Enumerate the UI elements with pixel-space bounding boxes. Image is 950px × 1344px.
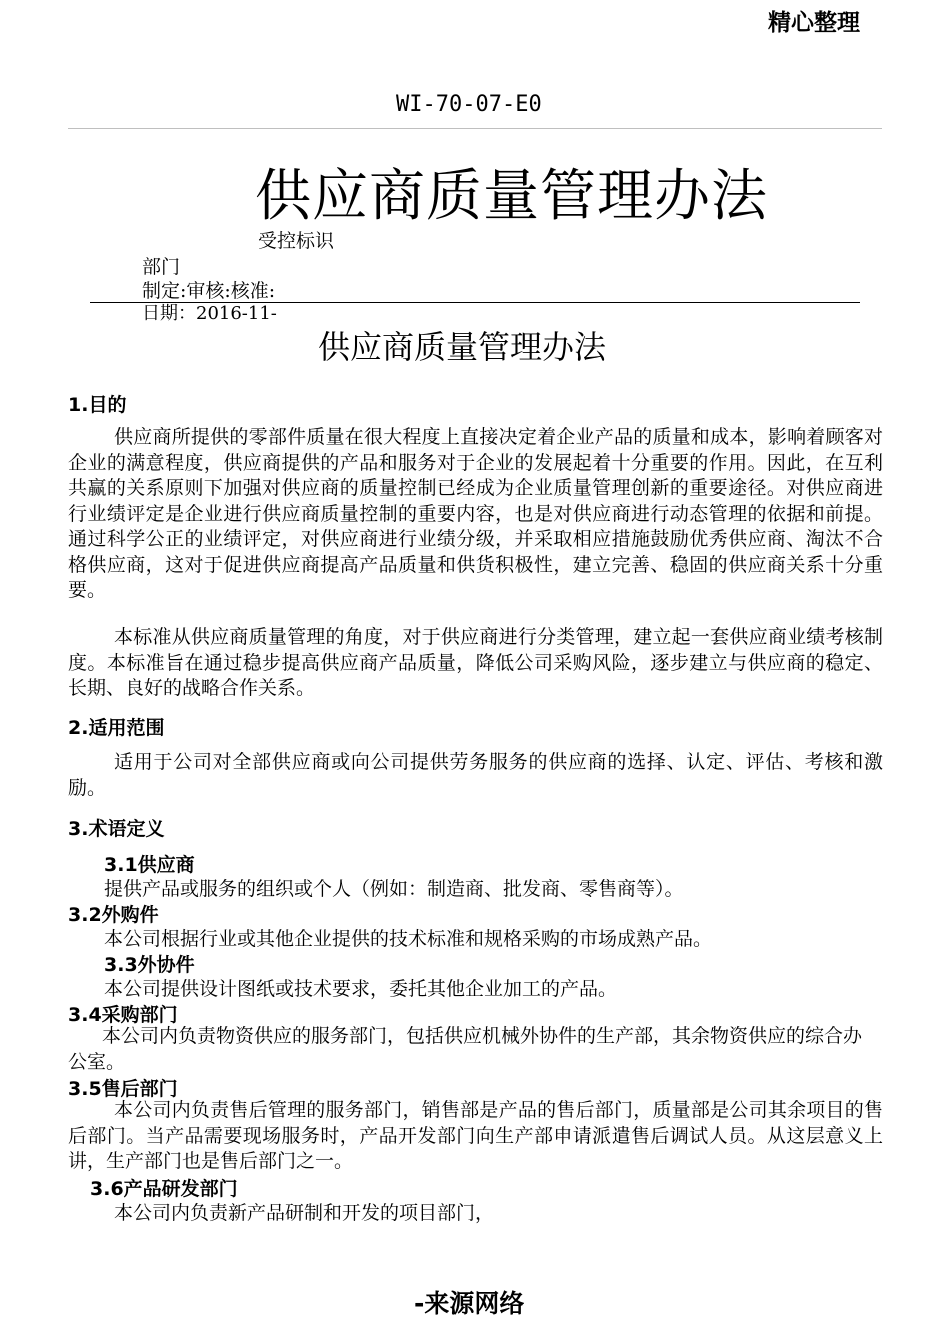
watermark-text: 精心整理 (768, 10, 860, 36)
term-3-4-heading: 3.4采购部门 (68, 1004, 178, 1026)
term-3-1-text: 提供产品或服务的组织或个人（例如：制造商、批发商、零售商等）。 (104, 878, 684, 900)
section-1-paragraph-1: 供应商所提供的零部件质量在很大程度上直接决定着企业产品的质量和成本，影响着顾客对企业的满意程度，供应商提供的产品和服务对于企业的发展起着十分重要的作用。因此，在互利共赢的关系原则下加强对供应商的质量控制已经成为企业质量管理创新的重要途径。对供应商进行业绩评定是企业进行供应商质量控制的重要内容，也是对供应商进行动态管理的依据和前提。通过科学公正的业绩评定，对供应商进行业绩分级，并采取相应措施鼓励优秀供应商、淘汰不合格供应商，这对于促进供应商提高产品质量和供货积极性，建立完善、稳固的供应商关系十分重要。 (68, 426, 883, 601)
term-3-5-text: 本公司内负责售后管理的服务部门，销售部是产品的售后部门，质量部是公司其余项目的售后部门。当产品需要现场服务时，产品开发部门向生产部申请派遣售后调试人员。从这层意义上讲，生产部门也是售后部门之一。 (68, 1099, 883, 1172)
section-3-heading: 3.术语定义 (68, 818, 165, 840)
term-3-2-text: 本公司根据行业或其他企业提供的技术标准和规格采购的市场成熟产品。 (104, 928, 713, 950)
term-3-6-heading: 3.6产品研发部门 (90, 1178, 238, 1200)
header-rule (68, 128, 882, 129)
term-3-4-text: 本公司内负责物资供应的服务部门，包括供应机械外协件的生产部，其余物资供应的综合办公室。 (68, 1025, 863, 1073)
term-3-2-heading: 3.2外购件 (68, 904, 159, 926)
term-3-6-text: 本公司内负责新产品研制和开发的项目部门， (114, 1202, 495, 1224)
term-3-3-heading: 3.3外协件 (104, 954, 195, 976)
date-label: 日期：2016-11- (142, 303, 277, 324)
doc-code: WI-70-07-E0 (396, 92, 542, 117)
term-3-3-text: 本公司提供设计图纸或技术要求，委托其他企业加工的产品。 (104, 978, 618, 1000)
footer-source: -来源网络 (414, 1289, 525, 1318)
doc-title: 供应商质量管理办法 (318, 328, 607, 366)
section-2-paragraph: 适用于公司对全部供应商或向公司提供劳务服务的供应商的选择、认定、评估、考核和激励。 (68, 751, 883, 799)
cover-title: 供应商质量管理办法 (255, 164, 768, 229)
department-label: 部门 (142, 256, 181, 278)
section-2-heading: 2.适用范围 (68, 717, 165, 739)
term-3-1-heading: 3.1供应商 (104, 854, 195, 876)
section-1-paragraph-2: 本标准从供应商质量管理的角度，对于供应商进行分类管理，建立起一套供应商业绩考核制度。本标准旨在通过稳步提高供应商产品质量，降低公司采购风险，逐步建立与供应商的稳定、长期、良好的战略合作关系。 (68, 626, 883, 699)
section-1-heading: 1.目的 (68, 394, 127, 416)
approval-label: 制定:审核:核准: (142, 280, 276, 302)
term-3-5-heading: 3.5售后部门 (68, 1078, 178, 1100)
controlled-mark: 受控标识 (258, 230, 335, 252)
